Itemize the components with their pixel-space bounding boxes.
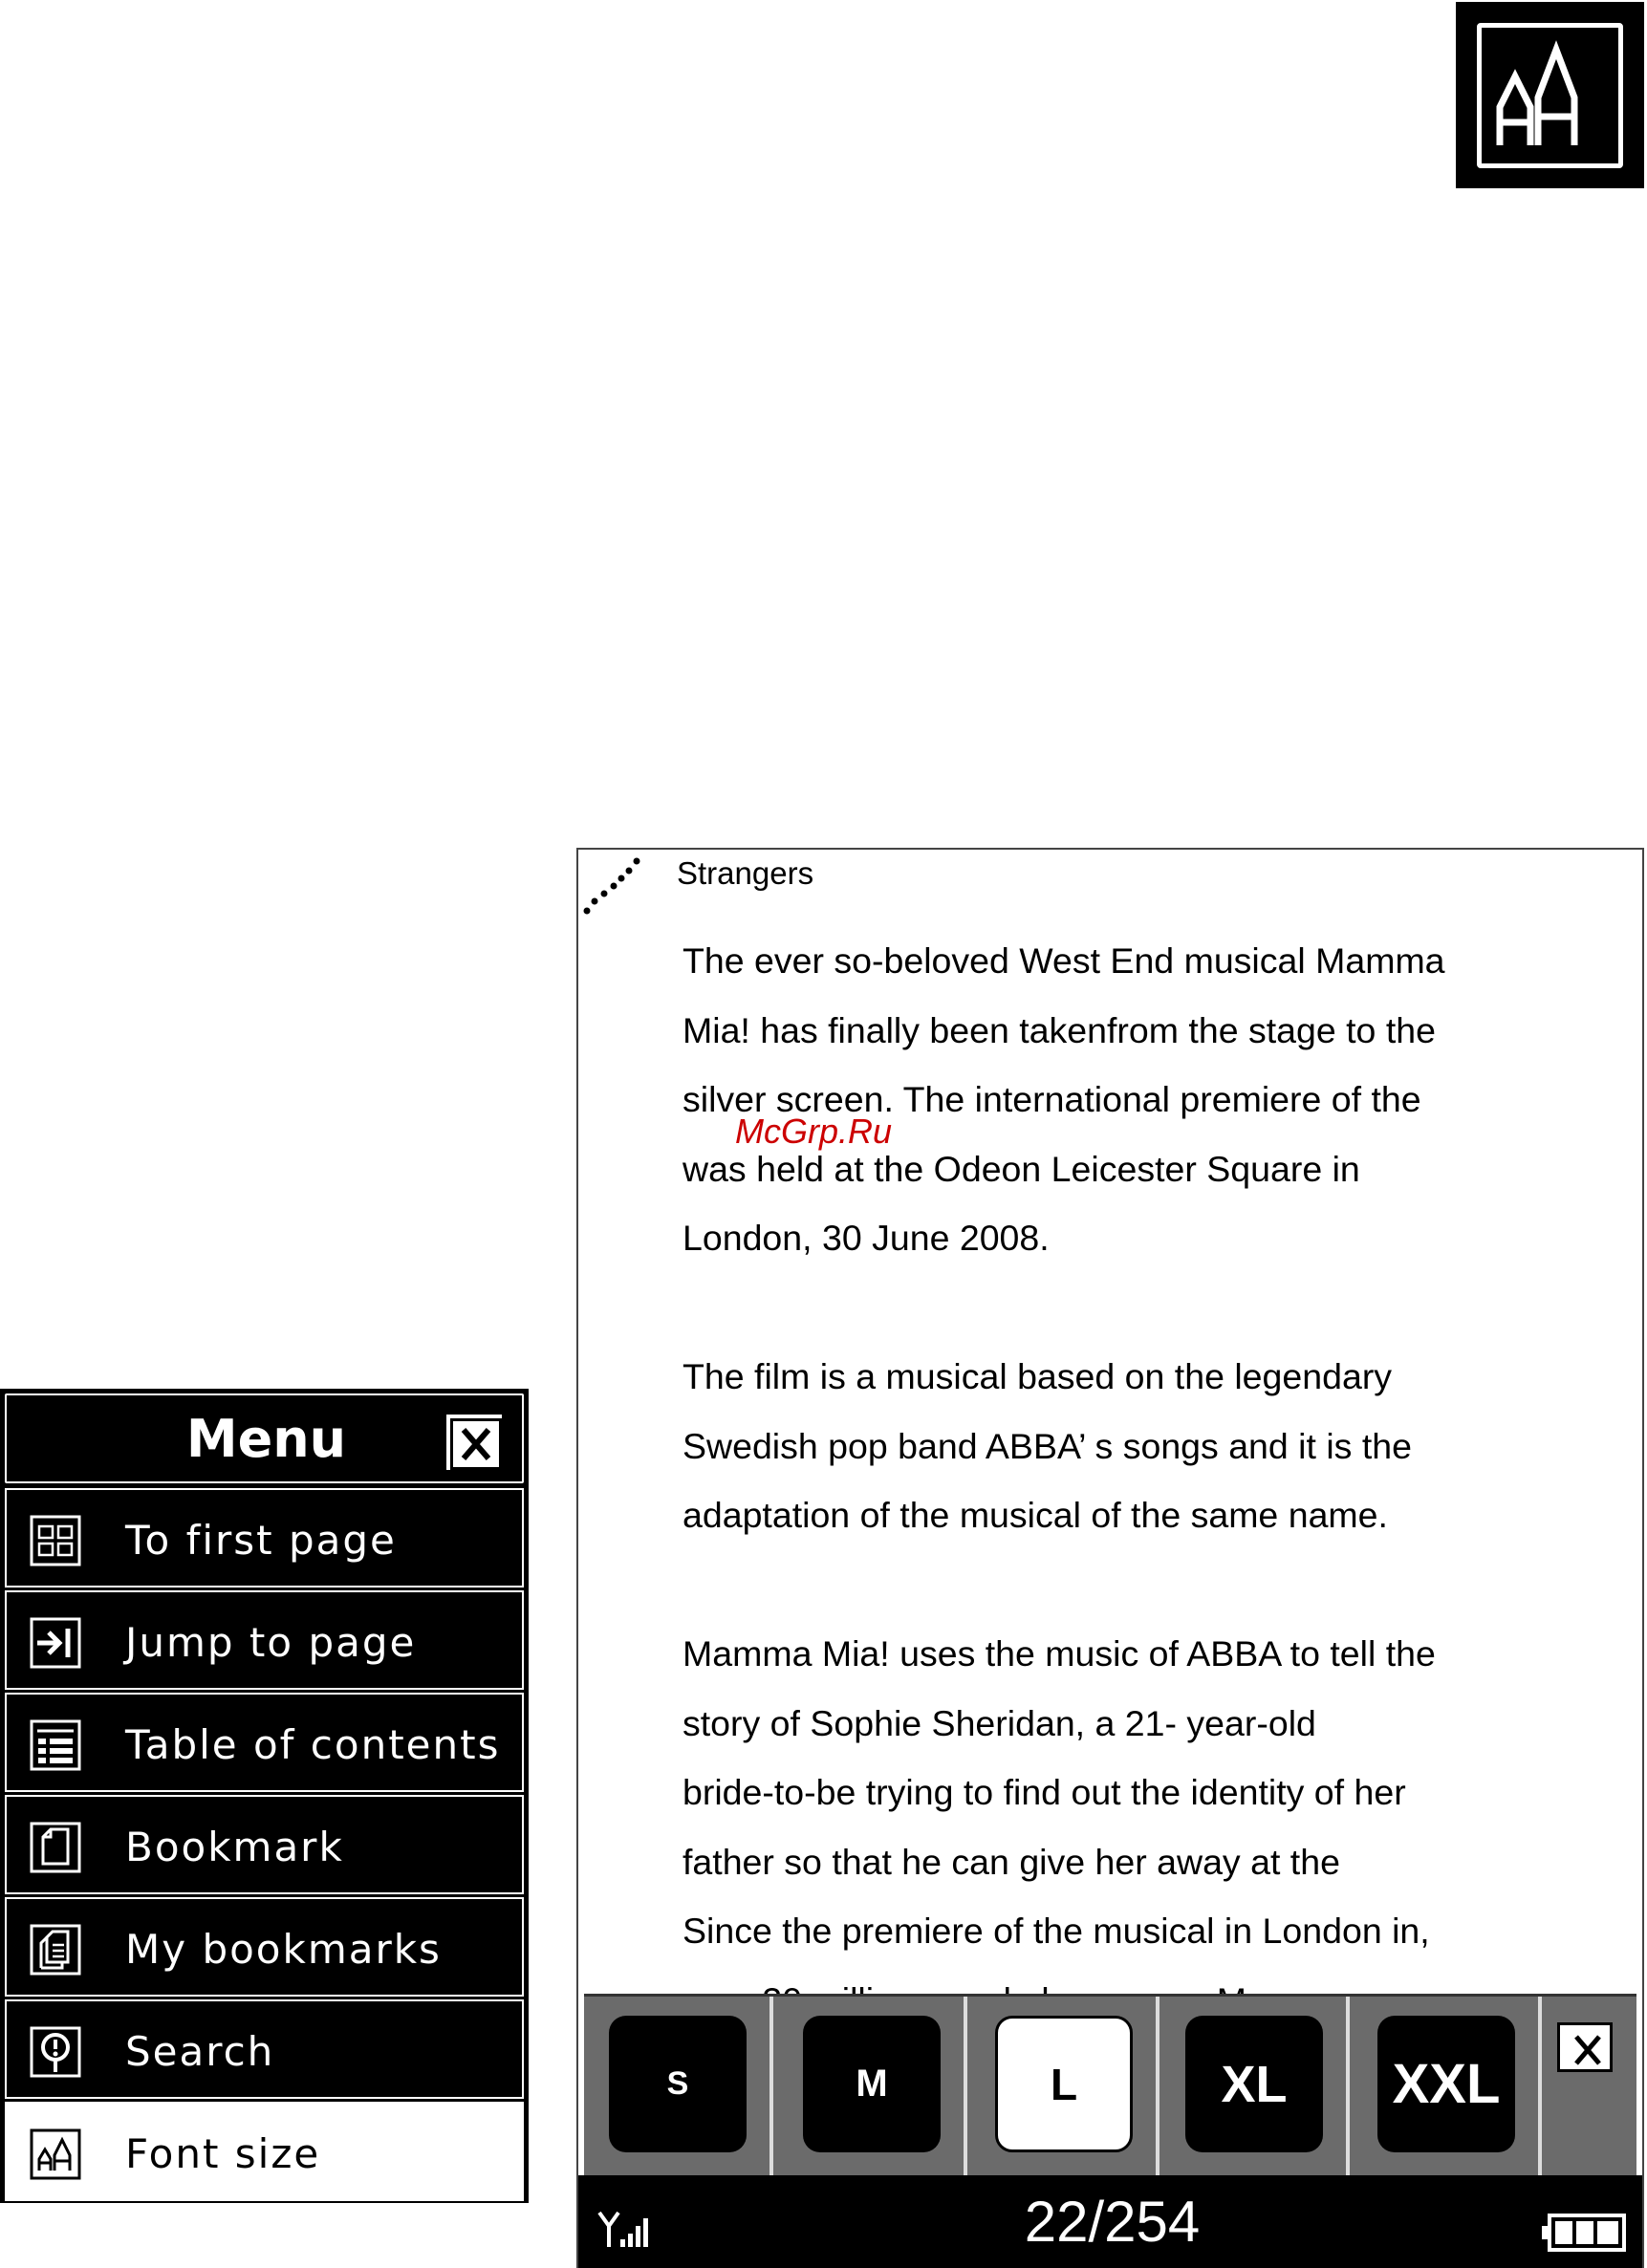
battery-icon: [1540, 2214, 1628, 2252]
text-line: Mia! has finally been takenfrom the stage to the: [683, 1009, 1436, 1050]
menu-item-my-bookmarks[interactable]: [5, 1897, 524, 1997]
reader-panel: [576, 848, 1644, 2268]
menu-header: [5, 1393, 524, 1483]
first-page-icon: [30, 1515, 81, 1566]
text-line: London, 30 June 2008.: [683, 1218, 1050, 1258]
font-size-xxl-button[interactable]: XXL: [1377, 2016, 1515, 2152]
menu-item-label: Font size: [125, 2130, 321, 2177]
text-line: The film is a musical based on the legendary: [683, 1356, 1393, 1396]
text-line: was held at the Odeon Leicester Square in: [683, 1148, 1360, 1189]
font-size-m-button[interactable]: M: [803, 2016, 941, 2152]
font-size-cell: [1160, 1997, 1350, 2178]
loading-dots-icon: [581, 852, 648, 918]
status-bar: [578, 2175, 1644, 2268]
font-size-bar: [584, 1994, 1636, 2175]
font-size-cell: [584, 1997, 773, 2178]
book-text: [683, 926, 1562, 2105]
menu-item-to-first-page[interactable]: [5, 1488, 524, 1588]
menu-panel: [0, 1389, 529, 2203]
text-line: Swedish pop band ABBA’ s songs and it is the: [683, 1425, 1412, 1466]
font-size-cell: [970, 1997, 1159, 2178]
font-size-s-button[interactable]: S: [609, 2016, 747, 2152]
menu-item-label: My bookmarks: [125, 1926, 442, 1973]
watermark: McGrp.Ru: [735, 1112, 893, 1151]
text-line: adaptation of the musical of the same name.: [683, 1495, 1388, 1535]
close-icon: [448, 1416, 504, 1472]
bookmark-icon: [30, 1822, 81, 1873]
paragraph: [683, 926, 1562, 1273]
menu-item-label: To first page: [125, 1517, 397, 1564]
font-size-cell: [778, 1997, 967, 2178]
font-size-icon: [30, 2128, 81, 2180]
text-line: father so that he can give her away at the: [683, 1841, 1340, 1882]
font-size-close-button[interactable]: [1557, 2022, 1613, 2072]
jump-to-page-icon: [30, 1617, 81, 1669]
menu-close-button[interactable]: [446, 1415, 502, 1470]
text-line: Since the premiere of the musical in London in,: [683, 1911, 1430, 1951]
menu-title: Menu: [185, 1409, 347, 1469]
text-line: story of Sophie Sheridan, a 21- year-old: [683, 1702, 1316, 1743]
text-line: The ever so-beloved West End musical Mamma: [683, 940, 1445, 981]
search-icon: [30, 2026, 81, 2078]
menu-item-label: Table of contents: [125, 1721, 501, 1768]
font-size-l-button[interactable]: L: [995, 2016, 1133, 2152]
menu-item-jump-to-page[interactable]: [5, 1590, 524, 1690]
book-title: Strangers: [677, 855, 814, 891]
paragraph: [683, 1619, 1562, 2035]
menu-item-bookmark[interactable]: [5, 1795, 524, 1894]
font-size-cell: [1353, 1997, 1542, 2178]
menu-item-label: Jump to page: [125, 1619, 417, 1666]
table-of-contents-icon: [30, 1719, 81, 1771]
text-line: bride-to-be trying to find out the identity of her: [683, 1772, 1406, 1812]
menu-item-label: Bookmark: [125, 1824, 344, 1870]
close-icon: [1560, 2025, 1615, 2075]
menu-item-font-size[interactable]: [5, 2102, 524, 2201]
font-size-xl-button[interactable]: XL: [1185, 2016, 1323, 2152]
font-size-large-icon: [1456, 2, 1644, 188]
menu-item-table-of-contents[interactable]: [5, 1693, 524, 1792]
menu-item-search[interactable]: [5, 1999, 524, 2099]
page-indicator: 22/254: [1024, 2190, 1201, 2254]
paragraph: [683, 1342, 1562, 1550]
text-line: Mamma Mia! uses the music of ABBA to tell the: [683, 1633, 1436, 1674]
menu-item-label: Search: [125, 2028, 275, 2075]
my-bookmarks-icon: [30, 1924, 81, 1976]
text-line: silver screen. The international premiere of the: [683, 1079, 1421, 1119]
